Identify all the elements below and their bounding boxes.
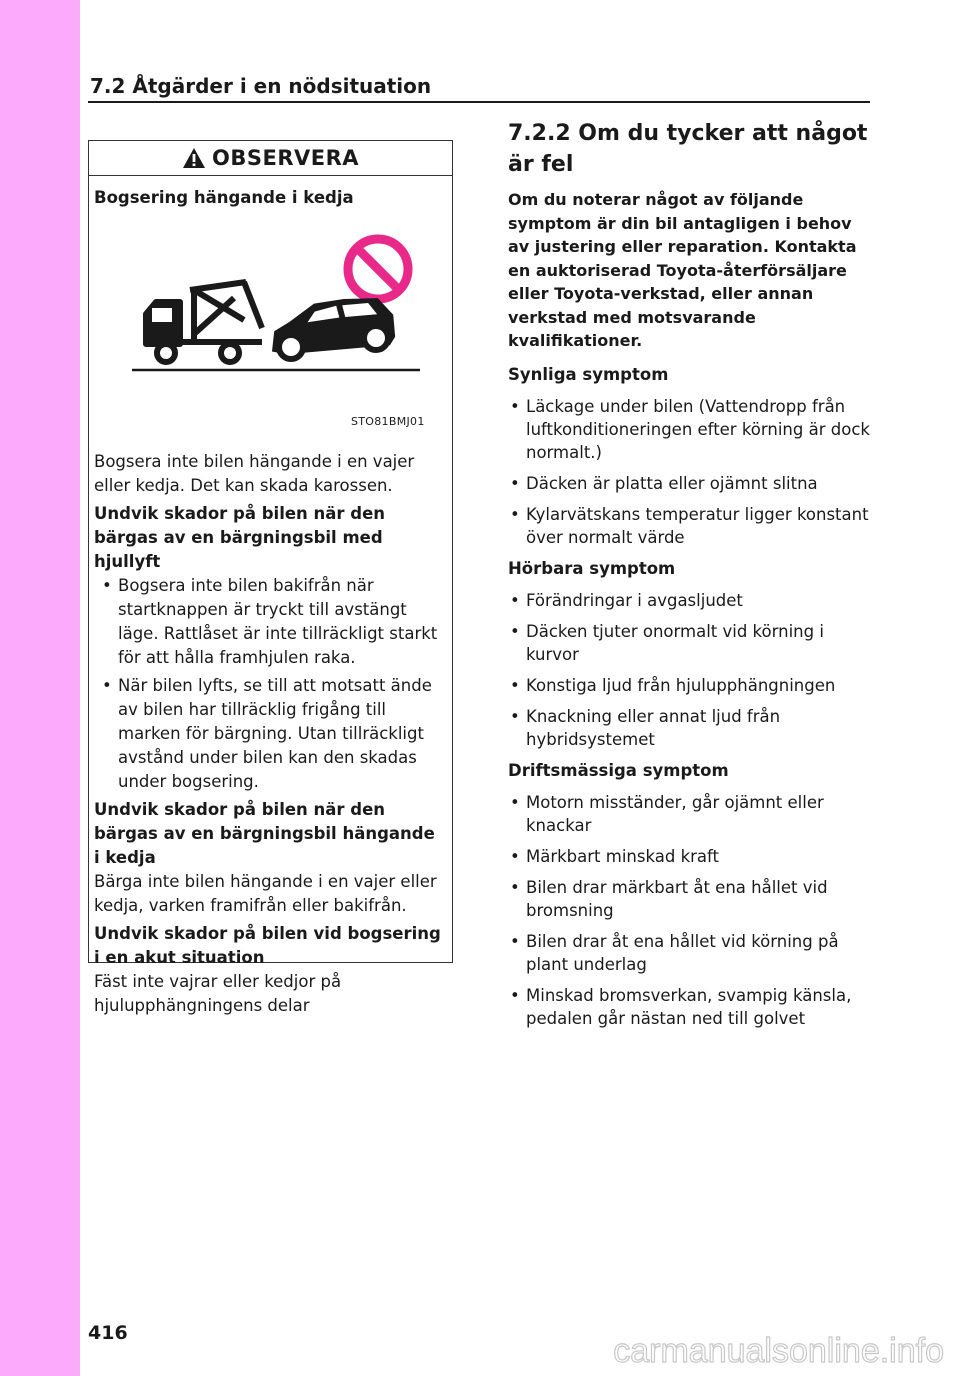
list-item: • Konstiga ljud från hjulupphängningen [508, 674, 870, 697]
caution-subheading: Undvik skador på bilen vid bogsering i en akut situation [94, 924, 441, 967]
caution-box [88, 140, 453, 1015]
caution-bullet-list [94, 574, 446, 794]
list-item: • Däcken är platta eller ojämnt slitna [508, 472, 870, 495]
section-heading: 7.2.2 Om du tycker att något är fel [508, 121, 868, 177]
list-item: • Motorn misständer, går ojämnt eller knackar [508, 791, 870, 837]
caution-subheading: Bogsering hängande i kedja [94, 188, 354, 207]
caution-title: OBSERVERA [211, 146, 360, 170]
list-item: • Bogsera inte bilen bakifrån när startknappen är tryckt till avstängt läge. Rattlåset är inte tillräckligt starkt för att hålla framhjulen raka. [94, 574, 446, 670]
caution-body [89, 176, 452, 1018]
group-title-audible: Hörbara symptom [508, 558, 676, 578]
page-number: 416 [88, 1322, 128, 1344]
caution-paragraph: Bogsera inte bilen hängande i en vajer eller kedja. Det kan skada karossen. [94, 452, 415, 495]
list-item: • Förändringar i avgasljudet [508, 589, 870, 612]
list-item: • Kylarvätskans temperatur ligger konstant över normalt värde [508, 503, 870, 549]
warning-triangle-icon [182, 147, 206, 169]
list-item: • Minskad bromsverkan, svampig känsla, pedalen går nästan ned till golvet [508, 984, 870, 1030]
caution-header [89, 141, 452, 176]
side-color-band [0, 0, 80, 1376]
symptom-list [508, 395, 870, 549]
symptom-list [508, 791, 870, 1030]
list-item: • Märkbart minskad kraft [508, 845, 870, 868]
group-title-operational: Driftsmässiga symptom [508, 760, 729, 780]
figure-code: STO81BMJ01 [351, 415, 425, 428]
symptoms-section [508, 118, 870, 1038]
caution-paragraph: Fäst inte vajrar eller kedjor på hjulupphängningens delar [94, 972, 342, 1015]
header-divider [88, 101, 870, 103]
prohibition-icon [348, 239, 408, 299]
car-icon [268, 295, 396, 359]
symptom-list [508, 589, 870, 751]
section-header-title: 7.2 Åtgärder i en nödsituation [90, 74, 432, 98]
intro-paragraph: Om du noterar något av följande symptom är din bil antagligen i behov av justering eller reparation. Kontakta en auktoriserad Toyota-återförsäljare eller Toyota-verkstad, eller annan verkstad med motsvarande kvalifikationer. [508, 190, 857, 350]
watermark [478, 1330, 948, 1370]
list-item: • Bilen drar märkbart åt ena hållet vid bromsning [508, 876, 870, 922]
watermark-text: carmanualsonline.info [613, 1332, 944, 1370]
caution-paragraph: Bärga inte bilen hängande i en vajer eller kedja, varken framifrån eller bakifrån. [94, 872, 437, 915]
caution-subheading: Undvik skador på bilen när den bärgas av en bärgningsbil med hjullyft [94, 504, 386, 571]
caution-subheading: Undvik skador på bilen när den bärgas av en bärgningsbil hängande i kedja [94, 800, 435, 867]
tow-illustration [94, 214, 446, 450]
list-item: • Knackning eller annat ljud från hybridsystemet [508, 705, 870, 751]
list-item: • När bilen lyfts, se till att motsatt ände av bilen har tillräcklig frigång till marken för bärgning. Utan tillräckligt avstånd under bilen kan den skadas under bogsering. [94, 674, 446, 794]
list-item: • Läckage under bilen (Vattendropp från luftkonditioneringen efter körning är dock normalt.) [508, 395, 870, 464]
list-item: • Bilen drar åt ena hållet vid körning på plant underlag [508, 930, 870, 976]
group-title-visible: Synliga symptom [508, 364, 669, 384]
list-item: • Däcken tjuter onormalt vid körning i kurvor [508, 620, 870, 666]
tow-truck-icon [146, 282, 262, 344]
